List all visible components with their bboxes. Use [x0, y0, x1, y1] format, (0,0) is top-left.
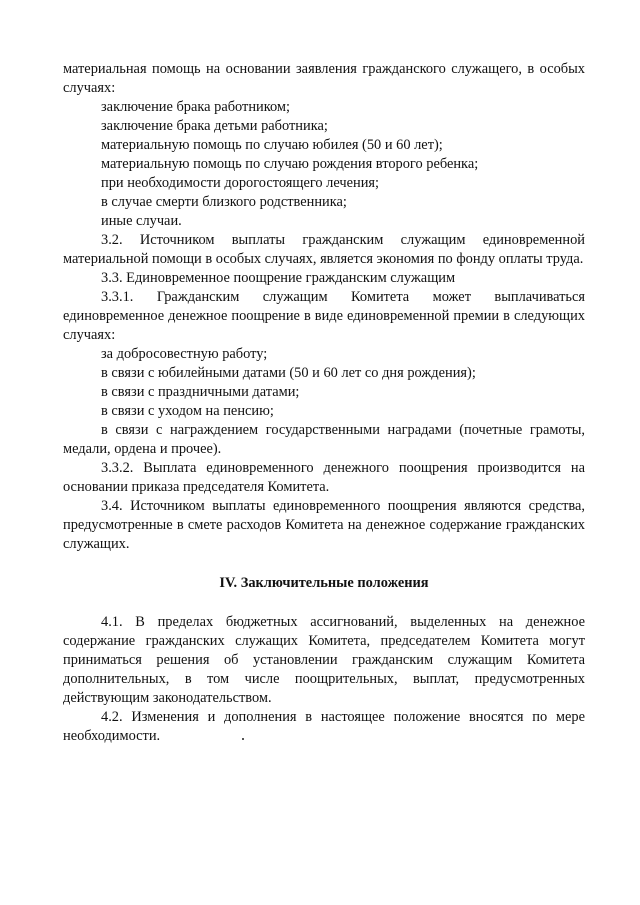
document-body — [63, 60, 585, 746]
paragraph-3-4: 3.4. Источником выплаты единовременного поощрения являются средства, предусмотренные в смете расходов Комитета на денежное содержание гражданских служащих. — [63, 498, 585, 552]
list-item: материальную помощь по случаю рождения второго ребенка; — [101, 156, 479, 172]
paragraph-3-3-2: 3.3.2. Выплата единовременного денежного поощрения производится на основании приказа председателя Комитета. — [63, 460, 585, 495]
list-item: заключение брака работником; — [101, 99, 291, 115]
list-item: заключение брака детьми работника; — [101, 118, 328, 134]
list-item: в связи с уходом на пенсию; — [101, 403, 274, 419]
list-item: в связи с праздничными датами; — [101, 384, 300, 400]
section-title: IV. Заключительные положения — [219, 575, 429, 591]
intro-paragraph: материальная помощь на основании заявления гражданского служащего, в особых случаях: — [63, 61, 585, 96]
reward-cases-list — [63, 345, 585, 459]
list-item: при необходимости дорогостоящего лечения; — [101, 175, 380, 191]
list-item: в случае смерти близкого родственника; — [101, 194, 347, 210]
list-item: в связи с юбилейными датами (50 и 60 лет со дня рождения); — [101, 365, 476, 381]
paragraph-3-2: 3.2. Источником выплаты гражданским служащим единовременной материальной помощи в особых случаях, является экономия по фонду оплаты труда. — [63, 232, 585, 267]
special-cases-list — [63, 98, 585, 231]
list-item: материальную помощь по случаю юбилея (50 и 60 лет); — [101, 137, 443, 153]
scan-speck — [242, 738, 244, 740]
paragraph-4-1: 4.1. В пределах бюджетных ассигнований, выделенных на денежное содержание гражданских служащих Комитета, председателем Комитета могут приниматься решения об установлении гражданским служащим Комитета дополнительных, в том числе поощрительных, выплат, предусмотренных действующим законодательством. — [63, 614, 585, 706]
paragraph-3-3: 3.3. Единовременное поощрение гражданским служащим — [101, 270, 456, 286]
list-item: за добросовестную работу; — [101, 346, 268, 362]
paragraph-4-2: 4.2. Изменения и дополнения в настоящее положение вносятся по мере необходимости. — [63, 709, 585, 744]
list-item: в связи с награждением государственными наградами (почетные грамоты, медали, ордена и прочее). — [63, 422, 585, 457]
paragraph-3-3-1: 3.3.1. Гражданским служащим Комитета может выплачиваться единовременное денежное поощрение в виде единовременной премии в следующих случаях: — [63, 289, 585, 343]
list-item: иные случаи. — [101, 213, 182, 229]
